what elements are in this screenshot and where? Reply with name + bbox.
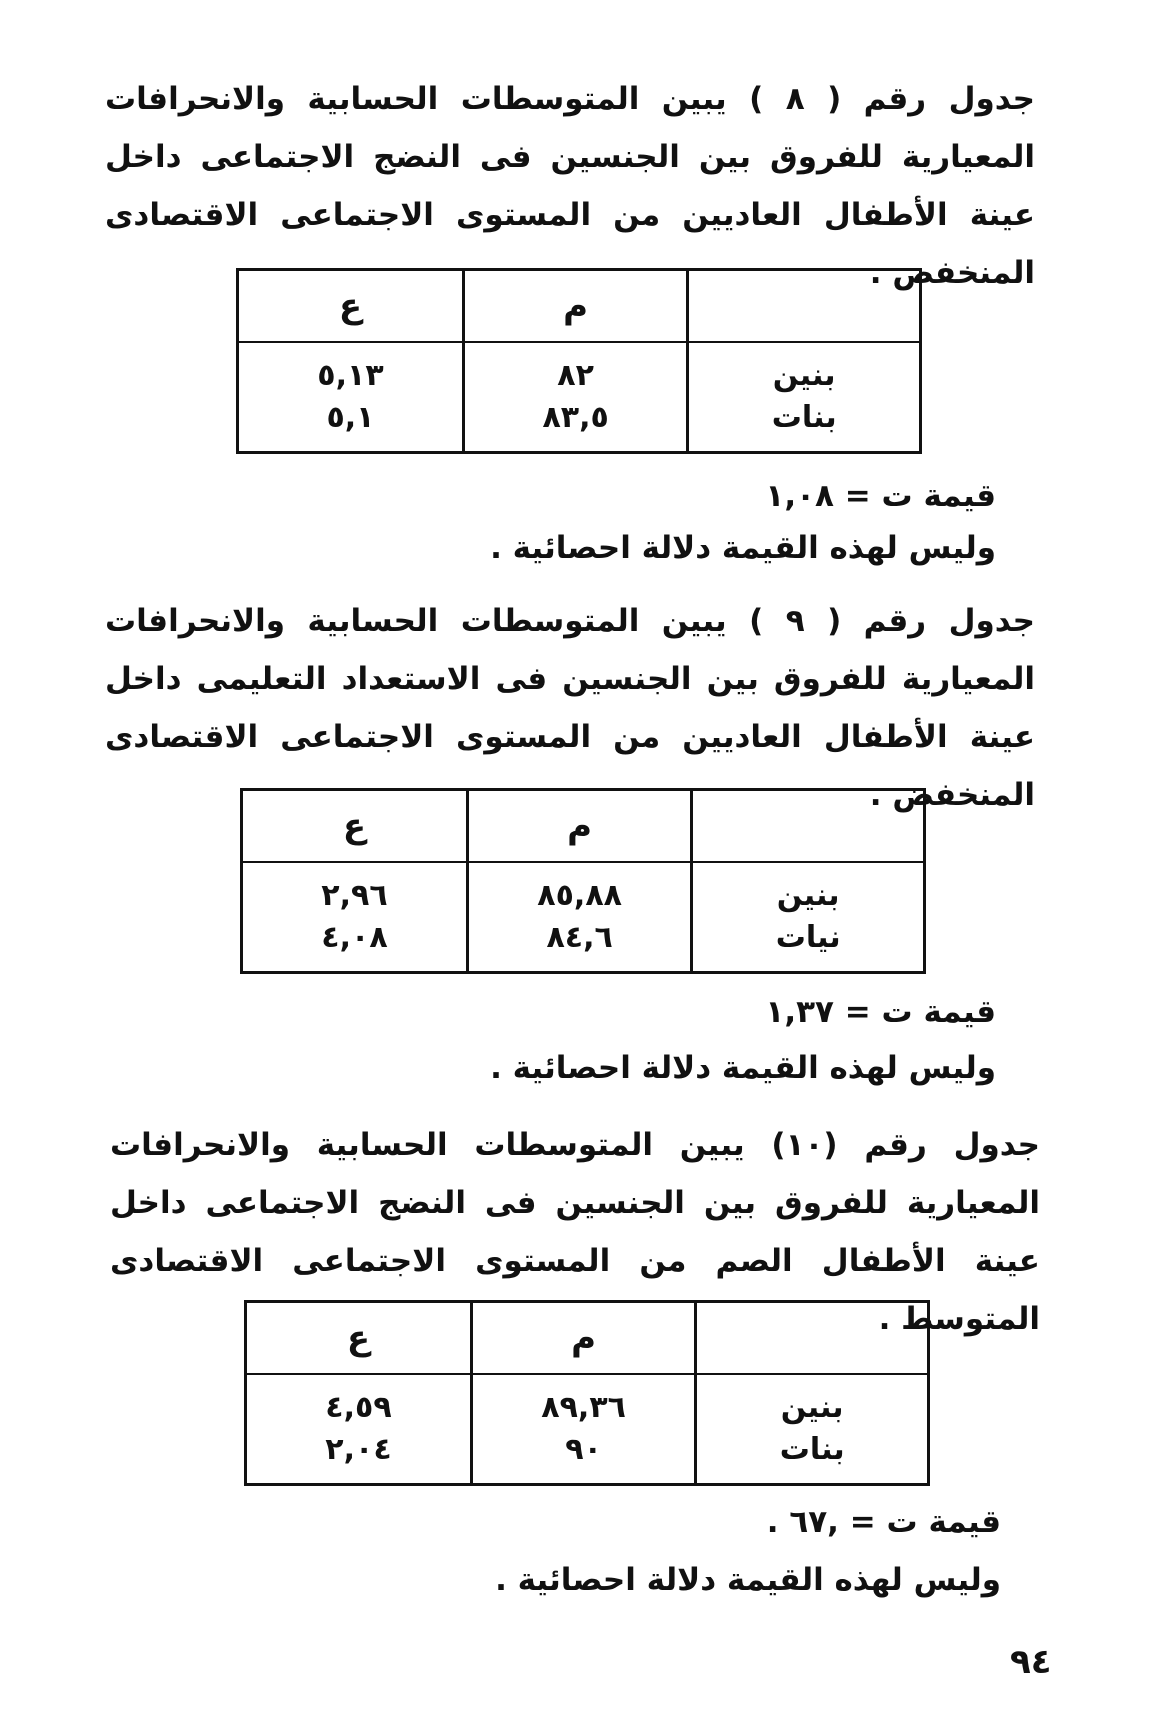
table-9-label-boys: بنين — [776, 878, 840, 913]
table-9-sd-girls: ٤,٠٨ — [321, 920, 388, 955]
table-10-sd-cells — [247, 1374, 471, 1483]
table-10-header-mean: م — [471, 1303, 695, 1374]
table-10-note: وليس لهذه القيمة دلالة احصائية . — [495, 1562, 1001, 1598]
table-8-mean-girls: ٨٣,٥ — [542, 400, 609, 435]
table-9-mean-girls: ٨٤,٦ — [546, 920, 613, 955]
table-9-caption: جدول رقم ( ٩ ) يبين المتوسطات الحسابية والانحرافات المعيارية للفروق بين الجنسين فى الاستعداد التعليمى داخل عينة الأطفال العاديين من المستوى الاجتماعى الاقتصادى المنخفض . — [105, 603, 1035, 813]
table-10-header-sd: ع — [247, 1303, 471, 1374]
table-8-note: وليس لهذه القيمة دلالة احصائية . — [490, 530, 996, 566]
table-9-label-girls: نيات — [775, 920, 841, 955]
table-8-row-labels — [688, 342, 919, 451]
table-9-note: وليس لهذه القيمة دلالة احصائية . — [490, 1050, 996, 1086]
table-9-sd-cells — [243, 862, 467, 971]
table-10 — [244, 1300, 930, 1486]
table-10-header-blank — [696, 1303, 927, 1374]
table-10-label-girls: بنات — [779, 1432, 845, 1467]
table-9-mean-boys: ٨٥,٨٨ — [537, 878, 622, 913]
table-10-sd-girls: ٢,٠٤ — [325, 1432, 392, 1467]
table-8-t-value: قيمة ت = ١,٠٨ — [765, 478, 996, 514]
table-10-t-value: قيمة ت = ,٦٧ . — [766, 1504, 1001, 1540]
table-10-sd-boys: ٤,٥٩ — [325, 1390, 392, 1425]
table-10-mean-girls: ٩٠ — [565, 1432, 602, 1467]
table-8-label-boys: بنين — [772, 358, 836, 393]
table-8-sd-boys: ٥,١٣ — [317, 358, 384, 393]
table-8 — [236, 268, 922, 454]
table-8-caption: جدول رقم ( ٨ ) يبين المتوسطات الحسابية والانحرافات المعيارية للفروق بين الجنسين فى النضج الاجتماعى داخل عينة الأطفال العاديين من المستوى الاجتماعى الاقتصادى المنخفض . — [105, 81, 1035, 291]
table-8-sd-girls: ٥,١ — [326, 400, 375, 435]
table-8-sd-cells — [239, 342, 463, 451]
table-10-caption: جدول رقم (١٠) يبين المتوسطات الحسابية والانحرافات المعيارية للفروق بين الجنسين فى النضج الاجتماعى داخل عينة الأطفال الصم من المستوى الاجتماعى الاقتصادى المتوسط . — [110, 1127, 1040, 1337]
table-9 — [240, 788, 926, 974]
table-8-label-girls: بنات — [771, 400, 837, 435]
table-10-mean-boys: ٨٩,٣٦ — [541, 1390, 626, 1425]
table-10-mean-cells — [471, 1374, 695, 1483]
table-9-header-mean: م — [467, 791, 691, 862]
table-10-label-boys: بنين — [780, 1390, 844, 1425]
table-9-sd-boys: ٢,٩٦ — [321, 878, 388, 913]
table-8-mean-cells — [463, 342, 687, 451]
table-10-row-labels — [696, 1374, 927, 1483]
page-number: ٩٤ — [1010, 1642, 1052, 1682]
table-9-header-blank — [692, 791, 923, 862]
table-9-t-value: قيمة ت = ١,٣٧ — [765, 994, 996, 1030]
table-8-header-sd: ع — [239, 271, 463, 342]
table-8-header-blank — [688, 271, 919, 342]
table-8-mean-boys: ٨٢ — [557, 358, 594, 393]
table-9-mean-cells — [467, 862, 691, 971]
table-9-header-sd: ع — [243, 791, 467, 862]
table-9-row-labels — [692, 862, 923, 971]
table-8-header-mean: م — [463, 271, 687, 342]
